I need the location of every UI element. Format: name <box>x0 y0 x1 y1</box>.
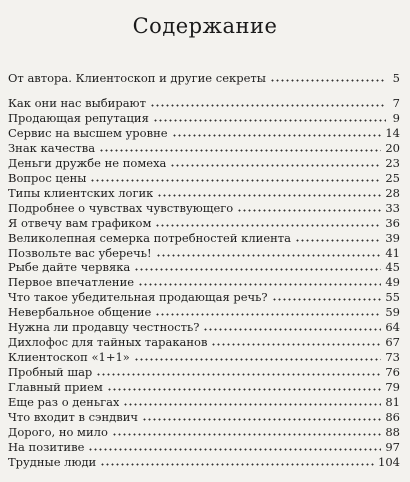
toc-entry <box>8 70 400 85</box>
toc-entry <box>8 424 400 439</box>
dot-leader <box>153 119 386 122</box>
toc-entry <box>8 274 400 289</box>
toc-entry-page: 5 <box>392 71 400 85</box>
toc-entry-title: Подробнее о чувствах чувствующего <box>8 201 234 215</box>
toc-entry-page: 23 <box>385 155 400 170</box>
toc-entry-title: Первое впечатление <box>8 276 135 290</box>
toc-entry-page: 73 <box>385 350 400 365</box>
toc-entry-page: 7 <box>392 96 400 110</box>
dot-leader <box>90 179 381 182</box>
toc-entry-title: Дорого, но мило <box>8 425 108 439</box>
toc-entry-page: 59 <box>385 305 400 320</box>
toc-entry <box>8 304 400 319</box>
dot-leader <box>156 254 382 257</box>
dot-leader <box>155 224 381 227</box>
toc-entry <box>8 439 400 454</box>
toc-entry <box>8 454 400 469</box>
dot-leader <box>134 358 382 361</box>
toc-entry-page: 25 <box>385 170 400 185</box>
toc-entry <box>8 170 400 185</box>
toc-entry <box>8 95 400 110</box>
toc-entry-page: 64 <box>385 320 400 335</box>
dot-leader <box>172 134 382 137</box>
dot-leader <box>272 298 382 301</box>
toc-entry-title: Деньги дружбе не помеха <box>8 156 167 170</box>
toc-entry <box>8 200 400 215</box>
toc-entry <box>8 140 400 155</box>
dot-leader <box>157 194 381 197</box>
toc-entry-page: 14 <box>385 125 400 140</box>
dot-leader <box>270 79 386 82</box>
toc-entry-page: 45 <box>385 260 400 275</box>
toc-entry <box>8 409 400 424</box>
toc-entry <box>8 319 400 334</box>
dot-leader <box>123 403 381 406</box>
toc-entry <box>8 245 400 260</box>
toc-entry-title: Как они нас выбирают <box>8 97 146 110</box>
toc-entry-title: Вопрос цены <box>8 171 87 185</box>
toc-entry <box>8 289 400 304</box>
toc-entry-title: Пробный шар <box>8 366 93 380</box>
dot-leader <box>142 418 381 421</box>
toc-entry-title: Позвольте вас уберечь! <box>8 246 152 260</box>
toc-entry <box>8 110 400 125</box>
toc-entry-title: Дихлофос для тайных тараканов <box>8 336 208 350</box>
toc-entry <box>8 334 400 349</box>
toc-entry-page: 33 <box>385 200 400 215</box>
toc-entry-title: Невербальное общение <box>8 306 152 320</box>
dot-leader <box>150 104 386 107</box>
toc-entry <box>8 364 400 379</box>
toc-entry-title: От автора. Клиентоскоп и другие секреты <box>8 72 266 85</box>
toc-entry-page: 55 <box>385 290 400 305</box>
dot-leader <box>134 268 381 271</box>
dot-leader <box>107 388 382 391</box>
toc-entry-title: Рыбе дайте червяка <box>8 261 131 275</box>
toc-entry-title: На позитиве <box>8 440 85 454</box>
toc-entry <box>8 215 400 230</box>
dot-leader <box>295 239 381 242</box>
toc-entry <box>8 185 400 200</box>
toc-entry-title: Главный прием <box>8 381 103 395</box>
toc-entry-title: Великолепная семерка потребностей клиента <box>8 231 292 245</box>
toc-entry-title: Я отвечу вам графиком <box>8 216 152 230</box>
toc-entry-title: Клиентоскоп «1+1» <box>8 351 130 365</box>
toc-entry-page: 49 <box>385 275 400 290</box>
toc-entry-title: Сервис на высшем уровне <box>8 126 168 140</box>
toc-entry-page: 79 <box>385 380 400 395</box>
toc-entry <box>8 394 400 409</box>
dot-leader <box>237 209 381 212</box>
toc-entry-page: 20 <box>385 140 400 155</box>
toc-entry-title: Знак качества <box>8 141 96 155</box>
toc-entry <box>8 379 400 394</box>
toc-entry-title: Нужна ли продавцу честность? <box>8 321 200 335</box>
toc-entry-title: Типы клиентских логик <box>8 186 154 200</box>
page-title: Содержание <box>132 14 278 38</box>
toc-entry-title: Что входит в сэндвич <box>8 410 138 424</box>
dot-leader <box>170 164 381 167</box>
toc-entry-page: 104 <box>378 454 400 469</box>
dot-leader <box>155 313 381 316</box>
toc-entry-title: Что такое убедительная продающая речь? <box>8 291 268 305</box>
toc-entry-page: 81 <box>385 395 400 409</box>
dot-leader <box>138 283 381 286</box>
toc-entry-page: 86 <box>385 409 400 424</box>
toc-entry-title: Трудные люди <box>8 455 97 469</box>
toc-entry-page: 97 <box>385 439 400 454</box>
dot-leader <box>88 448 381 451</box>
toc-entry <box>8 349 400 364</box>
dot-leader <box>112 433 381 436</box>
toc-entry-page: 36 <box>385 215 400 230</box>
toc-entry <box>8 259 400 274</box>
toc-entry-page: 88 <box>385 424 400 439</box>
toc-entry-title: Еще раз о деньгах <box>8 396 120 409</box>
toc-entry-title: Продающая репутация <box>8 112 149 125</box>
toc-entry-page: 28 <box>385 185 400 200</box>
dot-leader <box>100 463 374 466</box>
dot-leader <box>211 343 381 346</box>
toc-entry-page: 67 <box>385 335 400 350</box>
dot-leader <box>96 373 381 376</box>
toc-entry-page: 76 <box>385 365 400 380</box>
dot-leader <box>203 328 381 331</box>
toc-entry-page: 9 <box>392 111 400 125</box>
toc-entry-page: 39 <box>385 230 400 245</box>
toc-entry-page: 41 <box>385 245 400 260</box>
toc-entry <box>8 155 400 170</box>
dot-leader <box>99 149 381 152</box>
toc-entry <box>8 125 400 140</box>
toc-entry <box>8 230 400 245</box>
